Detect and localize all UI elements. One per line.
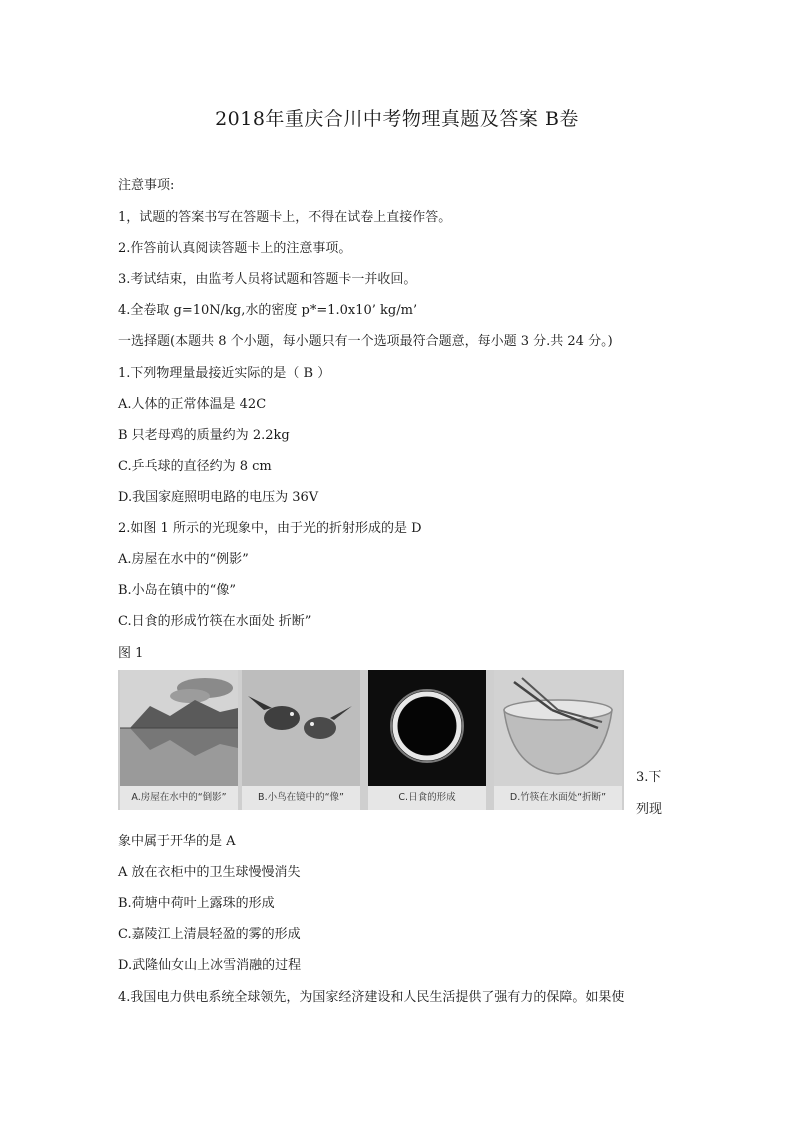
notice-item-4: 4.全卷取 g=10N/kg,水的密度 p*=1.0x10’ kg/m’ bbox=[118, 303, 418, 318]
figure-panel-c bbox=[368, 670, 486, 810]
figure-panel-b bbox=[242, 670, 360, 810]
notice-heading: 注意事项: bbox=[118, 178, 175, 193]
q3-option-c: C.嘉陵江上清晨轻盈的雾的形成 bbox=[118, 927, 301, 942]
q1-option-c: C.乒乓球的直径约为 8 cm bbox=[118, 459, 272, 474]
q3-option-d: D.武隆仙女山上冰雪消融的过程 bbox=[118, 958, 302, 973]
figure-label: 图 1 bbox=[118, 646, 144, 661]
q3-stem-side-1: 3.下 bbox=[636, 770, 662, 785]
q1-option-b: B 只老母鸡的质量约为 2.2kg bbox=[118, 428, 290, 443]
notice-item-3: 3.考试结束，由监考人员将试题和答题卡一并收回。 bbox=[118, 272, 417, 287]
notice-item-2: 2.作答前认真阅读答题卡上的注意事项。 bbox=[118, 241, 352, 256]
q1-stem: 1.下列物理量最接近实际的是（ B ） bbox=[118, 366, 331, 381]
figure-1 bbox=[118, 670, 624, 810]
q1-option-a: A.人体的正常体温是 42C bbox=[118, 397, 267, 412]
q3-stem-side-2: 列现 bbox=[636, 802, 663, 817]
q3-option-a: A 放在衣柜中的卫生球慢慢消失 bbox=[118, 865, 301, 880]
q2-option-c: C.日食的形成竹筷在水面处 折断” bbox=[118, 614, 312, 629]
figure-panel-a bbox=[120, 670, 238, 810]
notice-item-1: 1，试题的答案书写在答题卡上，不得在试卷上直接作答。 bbox=[118, 210, 452, 225]
figure-caption-d: D.竹筷在水面处“折断” bbox=[494, 786, 622, 810]
figure-caption-b: B.小鸟在镜中的“像” bbox=[242, 786, 360, 810]
q3-option-b: B.荷塘中荷叶上露珠的形成 bbox=[118, 896, 275, 911]
figure-caption-a: A.房屋在水中的“倒影” bbox=[120, 786, 238, 810]
q1-option-d: D.我国家庭照明电路的电压为 36V bbox=[118, 490, 319, 505]
section-heading: 一选择题(本题共 8 个小题，每小题只有一个选项最符合题意，每小题 3 分.共 24 分。) bbox=[118, 334, 613, 349]
q2-option-a: A.房屋在水中的“例影” bbox=[118, 552, 249, 567]
page-title: 2018年重庆合川中考物理真题及答案 B卷 bbox=[215, 108, 579, 130]
figure-panel-d bbox=[494, 670, 622, 810]
figure-caption-c: C.日食的形成 bbox=[368, 786, 486, 810]
q2-option-b: B.小岛在镇中的“像” bbox=[118, 583, 236, 598]
q3-stem-cont: 象中属于开华的是 A bbox=[118, 834, 236, 849]
q4-stem: 4.我国电力供电系统全球领先，为国家经济建设和人民生活提供了强有力的保障。如果使 bbox=[118, 990, 625, 1005]
q2-stem: 2.如图 1 所示的光现象中，由于光的折射形成的是 D bbox=[118, 521, 422, 536]
